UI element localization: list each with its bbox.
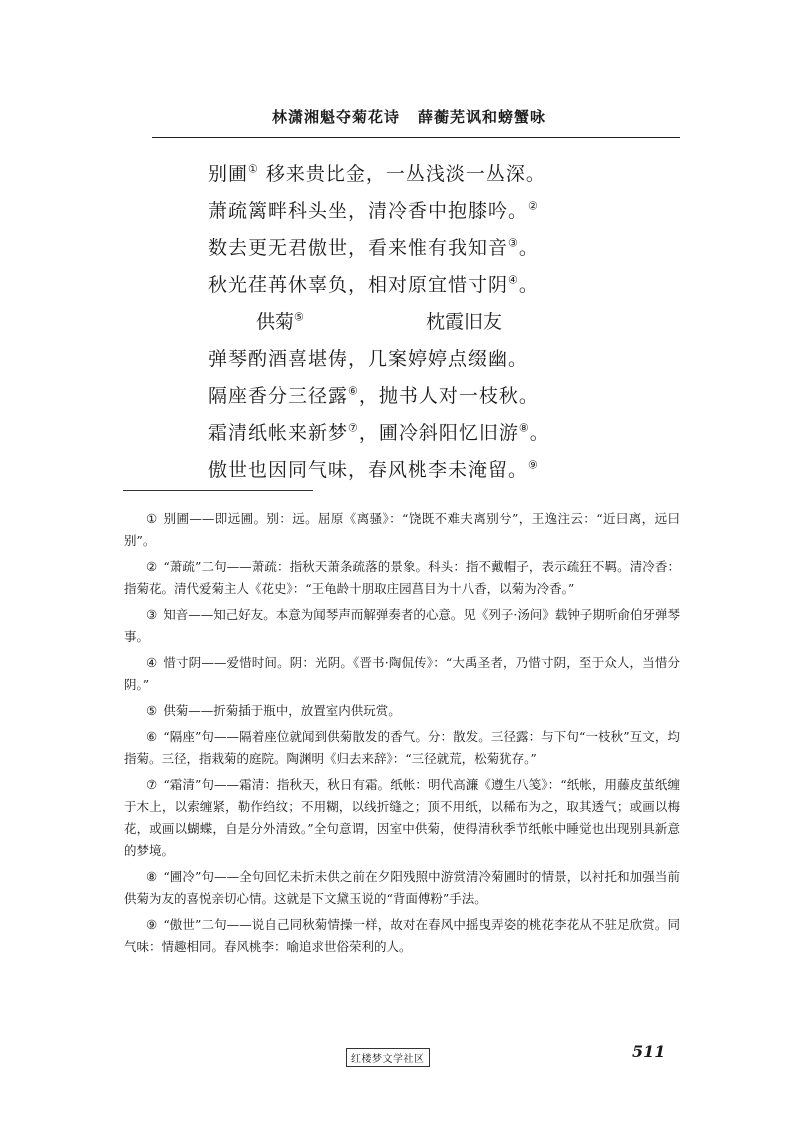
footnote-8: ⑧ “圃冷”句——全句回忆未折未供之前在夕阳残照中游赏清冷菊圃时的情景，以衬托和加强当前供菊为友的喜悦亲切心情。这就是下文黛玉说的“背面傅粉”手法。	[124, 869, 680, 906]
footnote-marker: ⑨	[528, 458, 539, 472]
footnote-6: ⑥ “隔座”句——隔着座位就闻到供菊散发的香气。分：散发。三径露：与下句“一枝秋”互文，均指菊。三径，指栽菊的庭院。陶渊明《归去来辞》：“三径就荒，松菊犹存。”	[124, 729, 680, 766]
header-right: 薛蘅芜讽和螃蟹咏	[418, 108, 547, 126]
footnote-marker: ⑧	[518, 421, 530, 435]
footnote-rule	[123, 490, 313, 491]
footnote-9: ⑨ “傲世”二句——说自己同秋菊情操一样，故对在春风中摇曳弄姿的桃花李花从不驻足欣赏。同气味：情趣相同。春风桃李：喻追求世俗荣利的人。	[124, 917, 680, 954]
footnote-marker: ②	[528, 199, 539, 213]
poem2-line-3: 霜清纸帐来新梦⑦，圃冷斜阳忆旧游⑧。	[208, 421, 550, 444]
footnote-2: ② “萧疏”二句——萧疏：指秋天萧条疏落的景象。科头：指不戴帽子，表示疏狂不羁。清冷香：指菊花。清代爱菊主人《花史》：“王龟龄十朋取庄园菖目为十八香，以菊为冷香。”	[124, 559, 680, 596]
footnote-marker: ⑦	[348, 421, 359, 435]
header-left: 林潇湘魁夺菊花诗	[272, 108, 401, 126]
poem-block	[208, 156, 678, 489]
footnotes	[124, 508, 680, 962]
poem2-title-line	[208, 304, 678, 341]
footnote-7: ⑦ “霜清”句——霜清：指秋天，秋日有霜。纸帐：明代高濂《遵生八笺》：“纸帐，用藤皮茧纸缠于木上，以索缠紧，勒作绉纹；不用糊，以线折缝之；顶不用纸，以稀布为之，取其透气；或画以梅花，或画以蝴蝶，自是分外清致。”全句意谓，因室中供菊，使得清秋季节纸帐中睡觉也出现别具新意的梦境。	[124, 777, 680, 858]
poem2-line-4: 傲世也因同气味，春风桃李未淹留。⑨	[208, 458, 539, 481]
footnote-1: ① 别圃——即远圃。别：远。屈原《离骚》：“饶既不难夫离别兮”，王逸注云：“近曰离，远曰别”。	[124, 511, 680, 548]
poem-title: 供菊⑤	[256, 310, 304, 333]
header-rule	[152, 137, 680, 138]
footnote-marker: ①	[248, 162, 259, 176]
poem1-line-4: 秋光荏苒休辜负，相对原宜惜寸阴④。	[208, 273, 539, 296]
page-number: 511	[632, 1042, 666, 1061]
footnote-marker: ③	[508, 236, 519, 250]
poem1-line-1: 别圃① 移来贵比金，一丛浅淡一丛深。	[208, 162, 546, 185]
footnote-marker: ⑥	[348, 384, 359, 398]
footnote-marker: ⑤	[294, 310, 304, 324]
footer-watermark-box: 红楼梦文学社区	[346, 1048, 430, 1067]
footnote-5: ⑤ 供菊——折菊插于瓶中，放置室内供玩赏。	[146, 703, 401, 718]
poem2-line-2: 隔座香分三径露⑥，抛书人对一枝秋。	[208, 384, 539, 407]
poem2-line-1: 弹琴酌酒喜堪俦，几案婷婷点缀幽。	[208, 348, 529, 370]
poem1-line-3: 数去更无君傲世，看来惟有我知音③。	[208, 236, 539, 259]
poem1-line-2: 萧疏篱畔科头坐，清冷香中抱膝吟。②	[208, 199, 539, 222]
poem-author: 枕霞旧友	[426, 311, 503, 333]
footnote-4: ④ 惜寸阴——爱惜时间。阴：光阴。《晋书·陶侃传》：“大禹圣者，乃惜寸阴，至于众人，当惜分阴。”	[124, 655, 680, 692]
running-header	[272, 106, 546, 127]
footnote-marker: ④	[508, 273, 519, 287]
footnote-3: ③ 知音——知己好友。本意为闻琴声而解弹奏者的心意。见《列子·汤问》载钟子期听俞伯牙弹琴事。	[124, 607, 680, 644]
